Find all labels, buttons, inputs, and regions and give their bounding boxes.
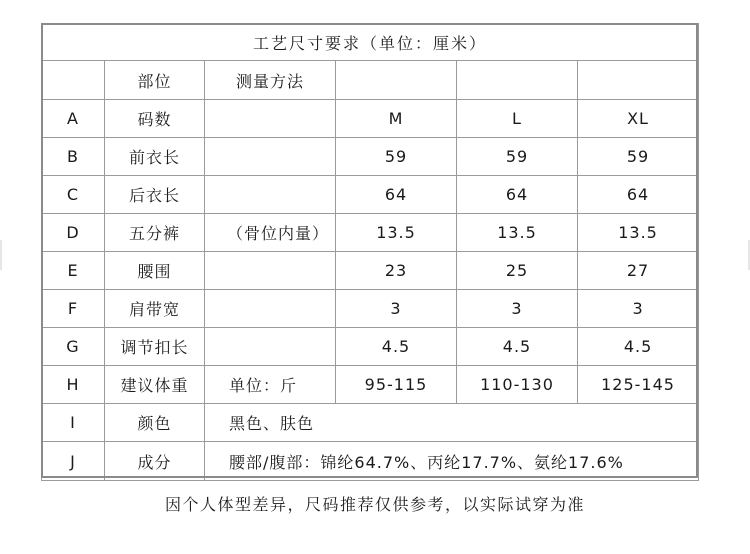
row-method: 单位：斤 <box>205 366 336 404</box>
row-size-l: 25 <box>457 252 578 290</box>
row-size-m: 95-115 <box>336 366 457 404</box>
row-size-xl: 59 <box>578 138 699 176</box>
row-size-m: 59 <box>336 138 457 176</box>
table-title: 工艺尺寸要求（单位：厘米） <box>42 24 699 61</box>
footnote: 因个人体型差异，尺码推荐仅供参考，以实际试穿为准 <box>164 495 585 514</box>
table-border <box>41 23 698 478</box>
row-part: 建议体重 <box>105 366 205 404</box>
row-size-l: 64 <box>457 176 578 214</box>
row-code: F <box>42 290 105 328</box>
row-part: 前衣长 <box>105 138 205 176</box>
row-size-xl: 13.5 <box>578 214 699 252</box>
row-code: A <box>42 100 105 138</box>
row-size-m: 64 <box>336 176 457 214</box>
left-edge-mark <box>0 240 2 270</box>
row-code: J <box>42 442 105 481</box>
row-part: 后衣长 <box>105 176 205 214</box>
color-value: 黑色、肤色 <box>205 404 699 442</box>
row-part: 肩带宽 <box>105 290 205 328</box>
row-size-xl: 64 <box>578 176 699 214</box>
row-part: 调节扣长 <box>105 328 205 366</box>
row-size-l: 4.5 <box>457 328 578 366</box>
row-size-l: 13.5 <box>457 214 578 252</box>
row-code: G <box>42 328 105 366</box>
row-size-l: 110-130 <box>457 366 578 404</box>
row-size-xl: 27 <box>578 252 699 290</box>
row-code: B <box>42 138 105 176</box>
header-part: 部位 <box>105 61 205 100</box>
row-size-l: 3 <box>457 290 578 328</box>
row-size-xl: XL <box>578 100 699 138</box>
row-size-l: L <box>457 100 578 138</box>
row-code: C <box>42 176 105 214</box>
row-size-xl: 4.5 <box>578 328 699 366</box>
row-size-l: 59 <box>457 138 578 176</box>
row-size-xl: 125-145 <box>578 366 699 404</box>
row-size-xl: 3 <box>578 290 699 328</box>
row-part: 成分 <box>105 442 205 481</box>
row-part: 五分裤 <box>105 214 205 252</box>
material-value: 腰部/腹部：锦纶64.7%、丙纶17.7%、氨纶17.6% <box>205 442 699 481</box>
row-method: （骨位内量） <box>205 214 336 252</box>
row-code: H <box>42 366 105 404</box>
row-size-m: 13.5 <box>336 214 457 252</box>
row-part: 码数 <box>105 100 205 138</box>
row-size-m: 4.5 <box>336 328 457 366</box>
row-part: 腰围 <box>105 252 205 290</box>
header-method: 测量方法 <box>205 61 336 100</box>
row-code: I <box>42 404 105 442</box>
row-code: E <box>42 252 105 290</box>
row-part: 颜色 <box>105 404 205 442</box>
row-size-m: M <box>336 100 457 138</box>
row-code: D <box>42 214 105 252</box>
row-size-m: 3 <box>336 290 457 328</box>
row-size-m: 23 <box>336 252 457 290</box>
